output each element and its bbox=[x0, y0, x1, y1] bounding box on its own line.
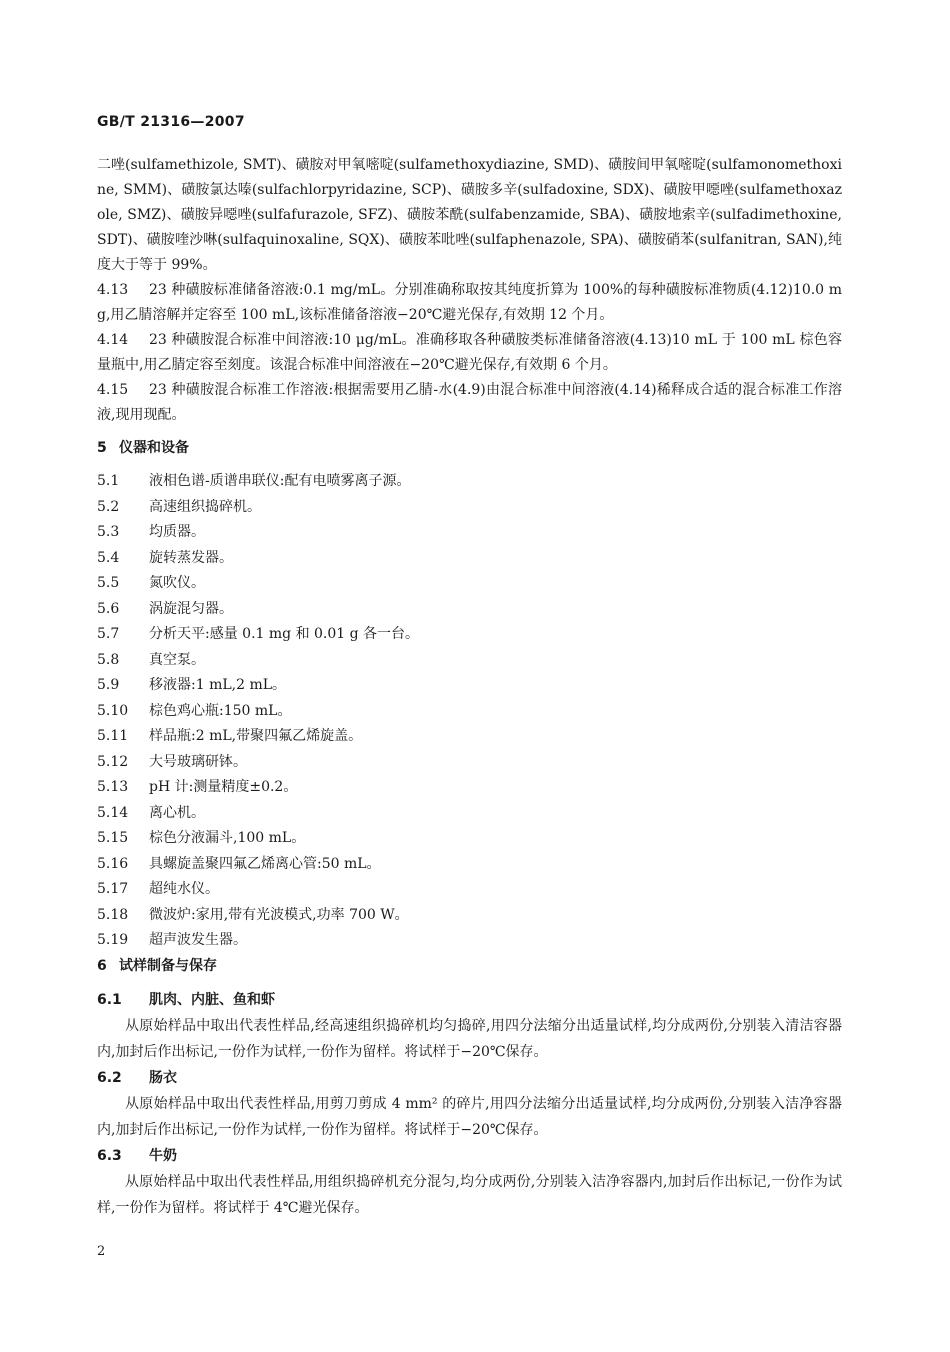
list-item bbox=[97, 546, 842, 572]
section-title-text: 试样制备与保存 bbox=[119, 957, 217, 974]
item-number: 5.5 bbox=[97, 575, 120, 591]
item-text: 氮吹仪。 bbox=[149, 575, 205, 591]
clause-number: 4.13 bbox=[97, 282, 129, 298]
standard-id-header: GB/T 21316—2007 bbox=[97, 114, 245, 130]
item-text: 棕色鸡心瓶:150 mL。 bbox=[149, 702, 292, 719]
item-number: 5.12 bbox=[97, 753, 129, 770]
item-number: 5.6 bbox=[97, 600, 120, 617]
item-number: 5.13 bbox=[97, 779, 129, 795]
list-item bbox=[97, 648, 842, 674]
item-number: 5.9 bbox=[97, 677, 120, 693]
clause-4-14 bbox=[97, 328, 842, 378]
list-item bbox=[97, 724, 842, 750]
item-text: 高速组织捣碎机。 bbox=[149, 498, 261, 515]
item-text: 微波炉:家用,带有光波模式,功率 700 W。 bbox=[149, 906, 409, 923]
page-number: 2 bbox=[97, 1244, 106, 1259]
item-number: 5.10 bbox=[97, 702, 129, 719]
clause-text: 23 种磺胺混合标准工作溶液:根据需要用乙腈-水(4.9)由混合标准中间溶液(4.14)稀释成合适的混合标准工作溶液,现用现配。 bbox=[97, 382, 842, 423]
list-item bbox=[97, 877, 842, 903]
item-number: 5.17 bbox=[97, 881, 129, 897]
list-item bbox=[97, 699, 842, 725]
item-text: 分析天平:感量 0.1 mg 和 0.01 g 各一台。 bbox=[149, 626, 420, 642]
equipment-list bbox=[97, 469, 842, 954]
list-item bbox=[97, 928, 842, 954]
item-text: 涡旋混匀器。 bbox=[149, 600, 233, 617]
list-item bbox=[97, 903, 842, 929]
item-text: 真空泵。 bbox=[149, 651, 205, 668]
subsection-title-text: 牛奶 bbox=[149, 1147, 177, 1164]
item-text: 均质器。 bbox=[149, 524, 205, 540]
subsection-6-3-title bbox=[97, 1143, 842, 1169]
item-number: 5.19 bbox=[97, 932, 129, 948]
section-5-title bbox=[97, 436, 842, 461]
item-number: 5.15 bbox=[97, 830, 129, 846]
clause-number: 4.15 bbox=[97, 382, 129, 398]
subsection-6-2-text: 从原始样品中取出代表性样品,用剪刀剪成 4 mm² 的碎片,用四分法缩分出适量试样,均分成两份,分别装入洁净容器内,加封后作出标记,一份作为试样,一份作为留样。将试样于−20℃保存。 bbox=[97, 1095, 842, 1138]
list-item bbox=[97, 801, 842, 827]
section-number: 6 bbox=[97, 957, 107, 974]
page-body bbox=[97, 153, 842, 1221]
subsection-number: 6.2 bbox=[97, 1069, 122, 1086]
item-text: 液相色谱-质谱串联仪:配有电喷雾离子源。 bbox=[149, 473, 411, 489]
subsection-6-2-title bbox=[97, 1065, 842, 1091]
list-item bbox=[97, 597, 842, 623]
item-number: 5.8 bbox=[97, 651, 120, 668]
list-item bbox=[97, 673, 842, 699]
clause-text: 23 种磺胺标准储备溶液:0.1 mg/mL。分别准确称取按其纯度折算为 100%的每种磺胺标准物质(4.12)10.0 mg,用乙腈溶解并定容至 100 mL,该标准储备溶液−20℃避光保存,有效期 12 个月。 bbox=[97, 282, 842, 323]
continuation-paragraph: 二唑(sulfamethizole, SMT)、磺胺对甲氧嘧啶(sulfamethoxydiazine, SMD)、磺胺间甲氧嘧啶(sulfamonomethoxine, SMM)、磺胺氯达嗪(sulfachlorpyridazine, SCP)、磺胺多辛(sulfadoxine, SDX)、磺胺甲噁唑(sulfamethoxazole, SMZ)、磺胺异噁唑(sulfafurazole, SFZ)、磺胺苯酰(sulfabenzamide, SBA)、磺胺地索辛(sulfadimethoxine, SDT)、磺胺喹沙啉(sulfaquinoxaline, SQX)、磺胺苯吡唑(sulfaphenazole, SPA)、磺胺硝苯(sulfanitran, SAN),纯度大于等于 99%。 bbox=[97, 157, 842, 273]
list-item bbox=[97, 622, 842, 648]
item-number: 5.18 bbox=[97, 906, 129, 923]
list-item bbox=[97, 520, 842, 546]
item-text: 移液器:1 mL,2 mL。 bbox=[149, 677, 287, 693]
item-text: 离心机。 bbox=[149, 804, 205, 821]
item-number: 5.3 bbox=[97, 524, 120, 540]
subsection-number: 6.1 bbox=[97, 991, 122, 1008]
item-text: 具螺旋盖聚四氟乙烯离心管:50 mL。 bbox=[149, 855, 381, 872]
item-number: 5.4 bbox=[97, 549, 120, 566]
list-item bbox=[97, 469, 842, 495]
list-item bbox=[97, 852, 842, 878]
item-text: 旋转蒸发器。 bbox=[149, 549, 233, 566]
subsection-6-1-title bbox=[97, 987, 842, 1013]
section-title-text: 仪器和设备 bbox=[119, 440, 189, 456]
item-text: pH 计:测量精度±0.2。 bbox=[149, 779, 298, 795]
clause-number: 4.14 bbox=[97, 332, 129, 348]
item-text: 棕色分液漏斗,100 mL。 bbox=[149, 830, 306, 846]
section-number: 5 bbox=[97, 440, 107, 456]
list-item bbox=[97, 750, 842, 776]
subsection-title-text: 肌肉、内脏、鱼和虾 bbox=[149, 991, 275, 1008]
list-item bbox=[97, 775, 842, 801]
item-number: 5.14 bbox=[97, 804, 129, 821]
list-item bbox=[97, 571, 842, 597]
item-text: 样品瓶:2 mL,带聚四氟乙烯旋盖。 bbox=[149, 728, 363, 744]
clause-4-15 bbox=[97, 378, 842, 428]
clause-4-13 bbox=[97, 278, 842, 328]
list-item bbox=[97, 495, 842, 521]
item-number: 5.2 bbox=[97, 498, 120, 515]
subsection-number: 6.3 bbox=[97, 1147, 122, 1164]
item-text: 大号玻璃研钵。 bbox=[149, 753, 247, 770]
clause-text: 23 种磺胺混合标准中间溶液:10 μg/mL。准确移取各种磺胺类标准储备溶液(4.13)10 mL 于 100 mL 棕色容量瓶中,用乙腈定容至刻度。该混合标准中间溶液在−20℃避光保存,有效期 6 个月。 bbox=[97, 332, 842, 373]
item-text: 超纯水仪。 bbox=[149, 881, 219, 897]
item-number: 5.11 bbox=[97, 728, 129, 744]
list-item bbox=[97, 826, 842, 852]
item-text: 超声波发生器。 bbox=[149, 932, 247, 948]
subsection-title-text: 肠衣 bbox=[149, 1069, 177, 1086]
subsection-6-3-text: 从原始样品中取出代表性样品,用组织捣碎机充分混匀,均分成两份,分别装入洁净容器内,加封后作出标记,一份作为试样,一份作为留样。将试样于 4℃避光保存。 bbox=[97, 1173, 842, 1216]
item-number: 5.16 bbox=[97, 855, 129, 872]
item-number: 5.1 bbox=[97, 473, 120, 489]
section-6-title bbox=[97, 954, 842, 979]
subsection-6-1-text: 从原始样品中取出代表性样品,经高速组织捣碎机均匀捣碎,用四分法缩分出适量试样,均分成两份,分别装入清洁容器内,加封后作出标记,一份作为试样,一份作为留样。将试样于−20℃保存。 bbox=[97, 1017, 842, 1060]
item-number: 5.7 bbox=[97, 626, 120, 642]
